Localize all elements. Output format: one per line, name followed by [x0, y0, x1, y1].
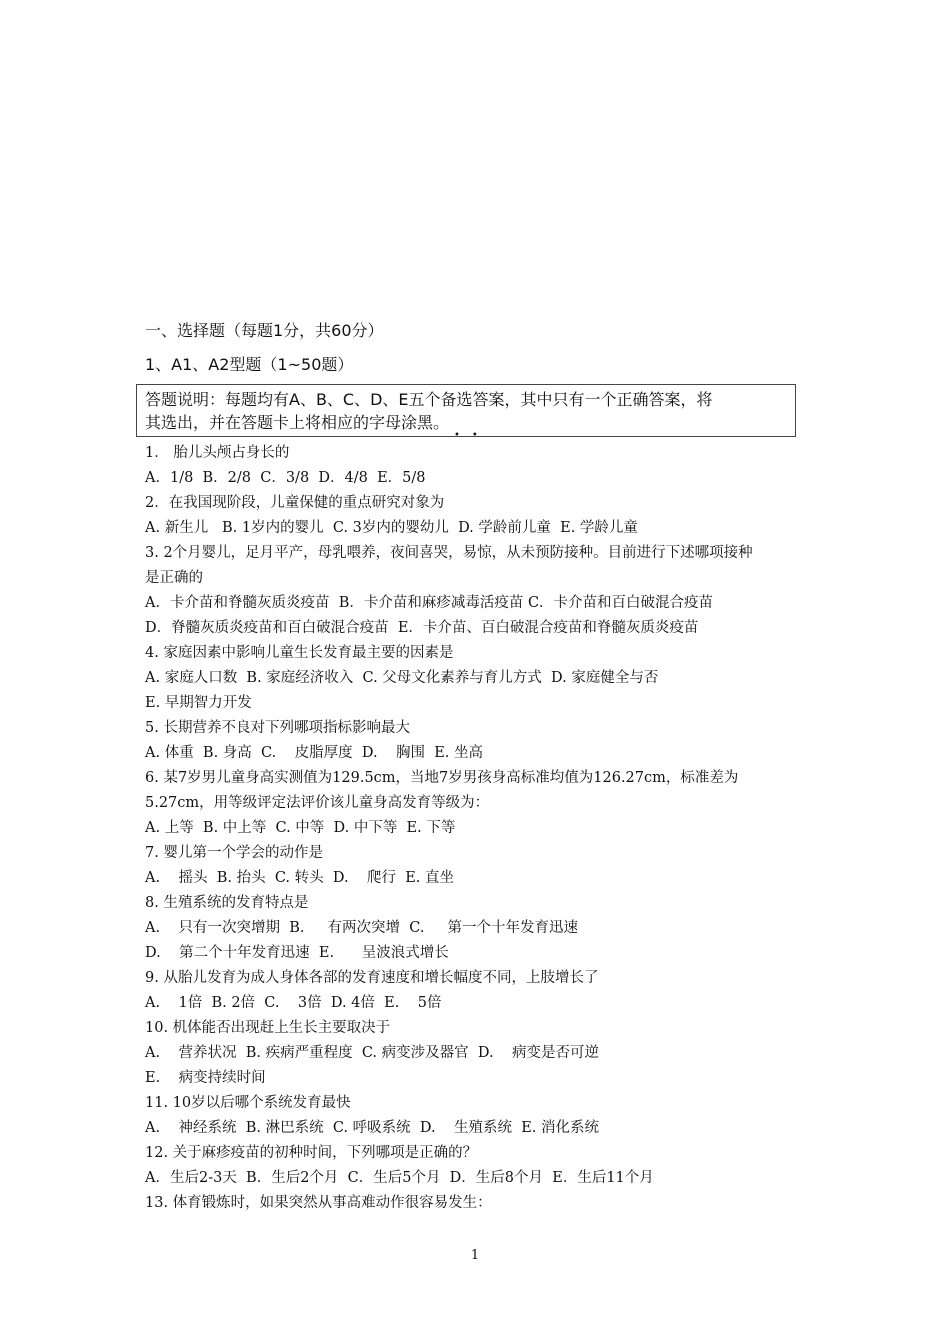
question-line: 10. 机体能否出现赶上生长主要取决于: [145, 1020, 391, 1036]
question-line: 7. 婴儿第一个学会的动作是: [145, 845, 323, 861]
question-line: A. 体重 B. 身高 C. 皮脂厚度 D. 胸围 E. 坐高: [145, 745, 484, 761]
question-line: E. 病变持续时间: [145, 1070, 266, 1086]
question-line: 8. 生殖系统的发育特点是: [145, 895, 309, 911]
question-line: A. 1倍 B. 2倍 C. 3倍 D. 4倍 E. 5倍: [145, 995, 442, 1011]
question-line: 11. 10岁以后哪个系统发育最快: [145, 1095, 351, 1111]
question-line: 9. 从胎儿发育为成人身体各部的发育速度和增长幅度不同，上肢增长了: [145, 970, 599, 986]
question-line: 5. 长期营养不良对下列哪项指标影响最大: [145, 720, 410, 736]
emphasis-dots: ••: [454, 430, 490, 441]
question-list: [145, 441, 815, 1216]
subsection-title: 1、A1、A2型题（1~50题）: [145, 355, 354, 374]
question-line: E. 早期智力开发: [145, 695, 252, 711]
question-line: A. 新生儿 B. 1岁内的婴儿 C. 3岁内的婴幼儿 D. 学龄前儿童 E. 学龄儿童: [145, 520, 638, 536]
question-line: 2．在我国现阶段，儿童保健的重点研究对象为: [145, 495, 445, 511]
section-title: 一、选择题（每题1分，共60分）: [145, 321, 384, 340]
question-line: 1． 胎儿头颅占身长的: [145, 445, 290, 461]
question-line: 5.27cm，用等级评定法评价该儿童身高发育等级为：: [145, 795, 490, 811]
page-number: 1: [470, 1248, 480, 1263]
question-line: A. 家庭人口数 B. 家庭经济收入 C. 父母文化素养与育儿方式 D. 家庭健全与否: [145, 670, 659, 686]
question-line: A. 神经系统 B. 淋巴系统 C. 呼吸系统 D. 生殖系统 E. 消化系统: [145, 1120, 600, 1136]
question-line: A．生后2-3天 B．生后2个月 C．生后5个月 D．生后8个月 E．生后11个月: [145, 1170, 654, 1186]
question-line: 6. 某7岁男儿童身高实测值为129.5cm，当地7岁男孩身高标准均值为126.27cm，标准差为: [145, 770, 739, 786]
question-line: 13. 体育锻炼时，如果突然从事高难动作很容易发生：: [145, 1195, 492, 1211]
question-line: D．脊髓灰质炎疫苗和百白破混合疫苗 E．卡介苗、百白破混合疫苗和脊髓灰质炎疫苗: [145, 620, 699, 636]
question-line: 是正确的: [145, 570, 203, 586]
instructions-line-2: 其选出，并在答题卡上将相应的字母涂黑。: [145, 413, 450, 432]
question-line: A．卡介苗和脊髓灰质炎疫苗 B．卡介苗和麻疹减毒活疫苗 C．卡介苗和百白破混合疫苗: [145, 595, 714, 611]
question-line: 3. 2个月婴儿，足月平产，母乳喂养，夜间喜哭，易惊，从未预防接种。目前进行下述哪项接种: [145, 545, 753, 561]
question-line: A. 只有一次突增期 B. 有两次突增 C. 第一个十年发育迅速: [145, 920, 578, 936]
question-line: A．1/8 B．2/8 C．3/8 D．4/8 E．5/8: [145, 470, 426, 486]
instructions-line-1: 答题说明：每题均有A、B、C、D、E五个备选答案，其中只有一个正确答案，将: [145, 390, 713, 409]
question-line: A. 上等 B. 中上等 C. 中等 D. 中下等 E. 下等: [145, 820, 456, 836]
question-line: 4. 家庭因素中影响儿童生长发育最主要的因素是: [145, 645, 454, 661]
question-line: A. 营养状况 B. 疾病严重程度 C. 病变涉及器官 D. 病变是否可逆: [145, 1045, 599, 1061]
question-line: 12. 关于麻疹疫苗的初种时间，下列哪项是正确的？: [145, 1145, 478, 1161]
question-line: A. 摇头 B. 抬头 C. 转头 D. 爬行 E. 直坐: [145, 870, 455, 886]
question-line: D. 第二个十年发育迅速 E. 呈波浪式增长: [145, 945, 449, 961]
